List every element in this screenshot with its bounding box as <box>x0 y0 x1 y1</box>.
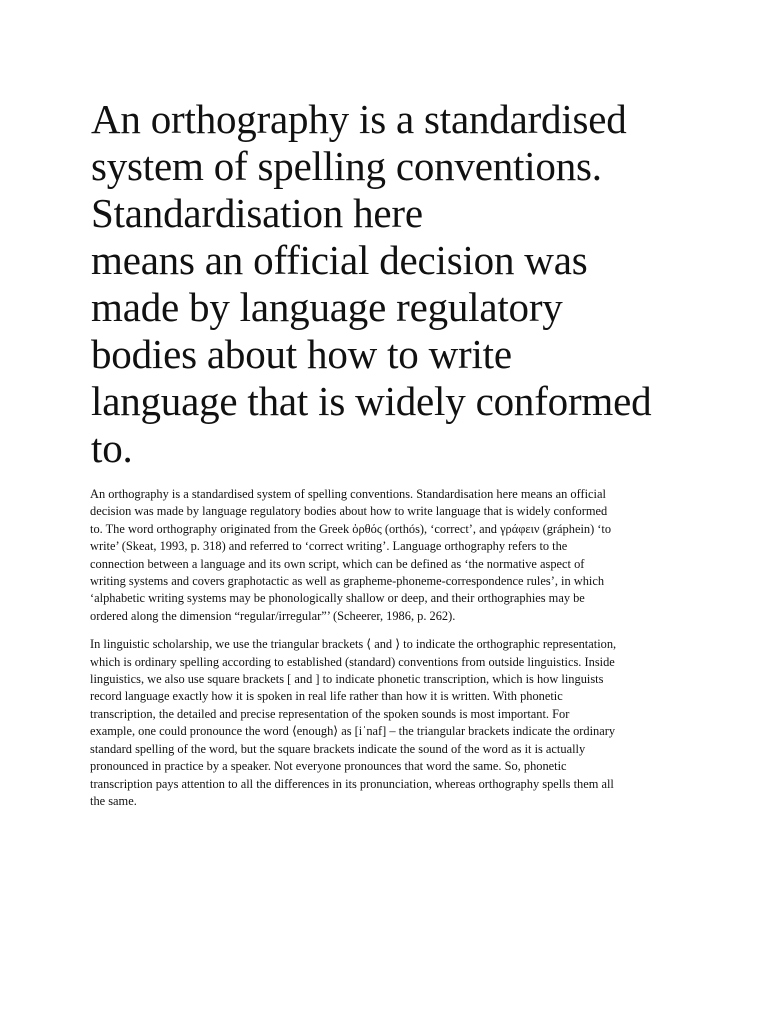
heading-line: bodies about how to write <box>91 331 512 377</box>
body-text <box>90 486 715 810</box>
paragraph-brackets <box>90 636 715 810</box>
heading-line: language that is widely conformed <box>91 378 652 424</box>
text-line: In linguistic scholarship, we use the triangular brackets ⟨ and ⟩ to indicate the orthographic representation, <box>90 637 617 652</box>
heading-line: system of spelling conventions. <box>91 143 602 189</box>
heading-line: An orthography is a standardised <box>91 96 627 142</box>
text-line: ‘alphabetic writing systems may be phonologically shallow or deep, and their orthographies may be <box>90 591 585 606</box>
text-line: pronounced in practice by a speaker. Not everyone pronounces that word the same. So, phonetic <box>90 759 567 774</box>
text-line: ordered along the dimension “regular/irregular”’ (Scheerer, 1986, p. 262). <box>90 608 456 623</box>
paragraph-definition <box>90 486 715 625</box>
text-line: the same. <box>90 793 137 808</box>
text-line: linguistics, we also use square brackets [ and ] to indicate phonetic transcription, which is how linguists <box>90 672 604 687</box>
text-line: writing systems and covers graphotactic as well as grapheme-phoneme-correspondence rules’, in which <box>90 574 605 589</box>
heading-line: to. <box>91 425 133 471</box>
text-line: example, one could pronounce the word ⟨enough⟩ as [iˈnaf] – the triangular brackets indicate the ordinary <box>90 724 616 739</box>
text-line: transcription, the detailed and precise representation of the spoken sounds is most important. For <box>90 706 570 721</box>
text-line: decision was made by language regulatory bodies about how to write language that is widely conformed <box>90 504 608 519</box>
text-line: connection between a language and its own script, which can be defined as ‘the normative aspect of <box>90 556 585 571</box>
text-line: to. The word orthography originated from the Greek ὀρθός (orthós), ‘correct’, and γράφειν (gráphein) ‘to <box>90 521 612 536</box>
text-line: An orthography is a standardised system of spelling conventions. Standardisation here means an official <box>90 487 606 501</box>
text-line: which is ordinary spelling according to established (standard) conventions from outside linguistics. Inside <box>90 654 615 669</box>
heading-line: Standardisation here <box>91 190 423 236</box>
text-line: write’ (Skeat, 1993, p. 318) and referred to ‘correct writing’. Language orthography refers to the <box>90 539 568 554</box>
text-line: transcription pays attention to all the differences in its pronunciation, whereas orthography spells them all <box>90 776 614 791</box>
heading-line: made by language regulatory <box>91 284 563 330</box>
text-line: standard spelling of the word, but the square brackets indicate the sound of the word as it is actually <box>90 741 586 756</box>
heading-line: means an official decision was <box>91 237 588 283</box>
text-line: record language exactly how it is spoken in real life rather than how it is written. With phonetic <box>90 689 563 704</box>
large-heading-text <box>91 96 691 472</box>
